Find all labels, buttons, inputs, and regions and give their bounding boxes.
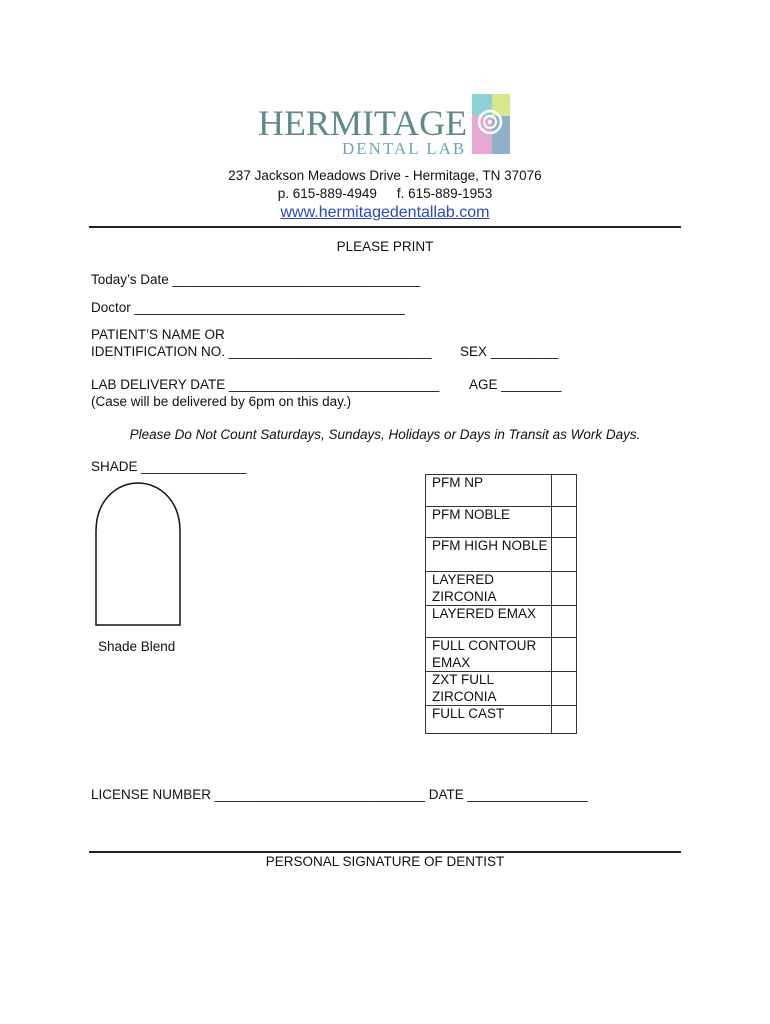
- option-checkbox[interactable]: [552, 507, 577, 538]
- option-label: PFM NOBLE: [426, 507, 552, 538]
- shade-blend-label: Shade Blend: [98, 639, 176, 654]
- phone: p. 615-889-4949: [277, 186, 377, 201]
- address: 237 Jackson Meadows Drive - Hermitage, TN 37076: [228, 168, 542, 183]
- restoration-options-table: [425, 474, 577, 734]
- lab-delivery-date-field[interactable]: LAB DELIVERY DATE ____________________________: [91, 377, 440, 392]
- header-divider: [89, 226, 681, 228]
- shade-field[interactable]: SHADE ______________: [91, 459, 247, 474]
- logo-subtitle: DENTAL LAB: [342, 139, 467, 156]
- option-checkbox[interactable]: [552, 706, 577, 734]
- logo-mark-icon: [472, 94, 510, 154]
- signature-label: PERSONAL SIGNATURE OF DENTIST: [265, 854, 505, 869]
- please-print: PLEASE PRINT: [336, 239, 434, 254]
- option-row: [426, 538, 577, 572]
- todays-date-field[interactable]: Today’s Date _________________________________: [91, 272, 421, 287]
- option-label: PFM NP: [426, 475, 552, 507]
- option-label: PFM HIGH NOBLE: [426, 538, 552, 572]
- option-row: [426, 572, 577, 606]
- option-checkbox[interactable]: [552, 475, 577, 507]
- hermitage-dental-lab-logo: [258, 92, 513, 156]
- patient-id-field[interactable]: IDENTIFICATION NO. ___________________________: [91, 344, 432, 359]
- patient-name-label: PATIENT’S NAME OR: [91, 327, 225, 342]
- delivery-note: (Case will be delivered by 6pm on this day.): [91, 394, 352, 409]
- option-row: [426, 672, 577, 706]
- option-row: [426, 638, 577, 672]
- option-label: LAYERED ZIRCONIA: [426, 572, 552, 606]
- signature-line[interactable]: [89, 851, 681, 853]
- website-link[interactable]: www.hermitagedentallab.com: [280, 204, 490, 221]
- option-checkbox[interactable]: [552, 638, 577, 672]
- option-row: [426, 475, 577, 507]
- option-row: [426, 507, 577, 538]
- option-label: FULL CAST: [426, 706, 552, 734]
- option-checkbox[interactable]: [552, 606, 577, 638]
- age-field[interactable]: AGE ________: [469, 377, 562, 392]
- option-checkbox[interactable]: [552, 672, 577, 706]
- website-row: [0, 204, 770, 222]
- option-row: [426, 706, 577, 734]
- sex-field[interactable]: SEX _________: [460, 344, 559, 359]
- option-checkbox[interactable]: [552, 538, 577, 572]
- tooth-shade-diagram[interactable]: [94, 481, 184, 627]
- contact-numbers: [0, 186, 770, 201]
- fax: f. 615-889-1953: [396, 186, 493, 201]
- option-label: ZXT FULL ZIRCONIA: [426, 672, 552, 706]
- license-and-date-field[interactable]: LICENSE NUMBER ____________________________ DATE ________________: [91, 787, 588, 802]
- option-label: LAYERED EMAX: [426, 606, 552, 638]
- doctor-field[interactable]: Doctor ____________________________________: [91, 300, 405, 315]
- logo-name: HERMITAGE: [258, 103, 468, 143]
- option-row: [426, 606, 577, 638]
- option-label: FULL CONTOUR EMAX: [426, 638, 552, 672]
- option-checkbox[interactable]: [552, 572, 577, 606]
- work-days-notice: Please Do Not Count Saturdays, Sundays, Holidays or Days in Transit as Work Days.: [129, 427, 641, 442]
